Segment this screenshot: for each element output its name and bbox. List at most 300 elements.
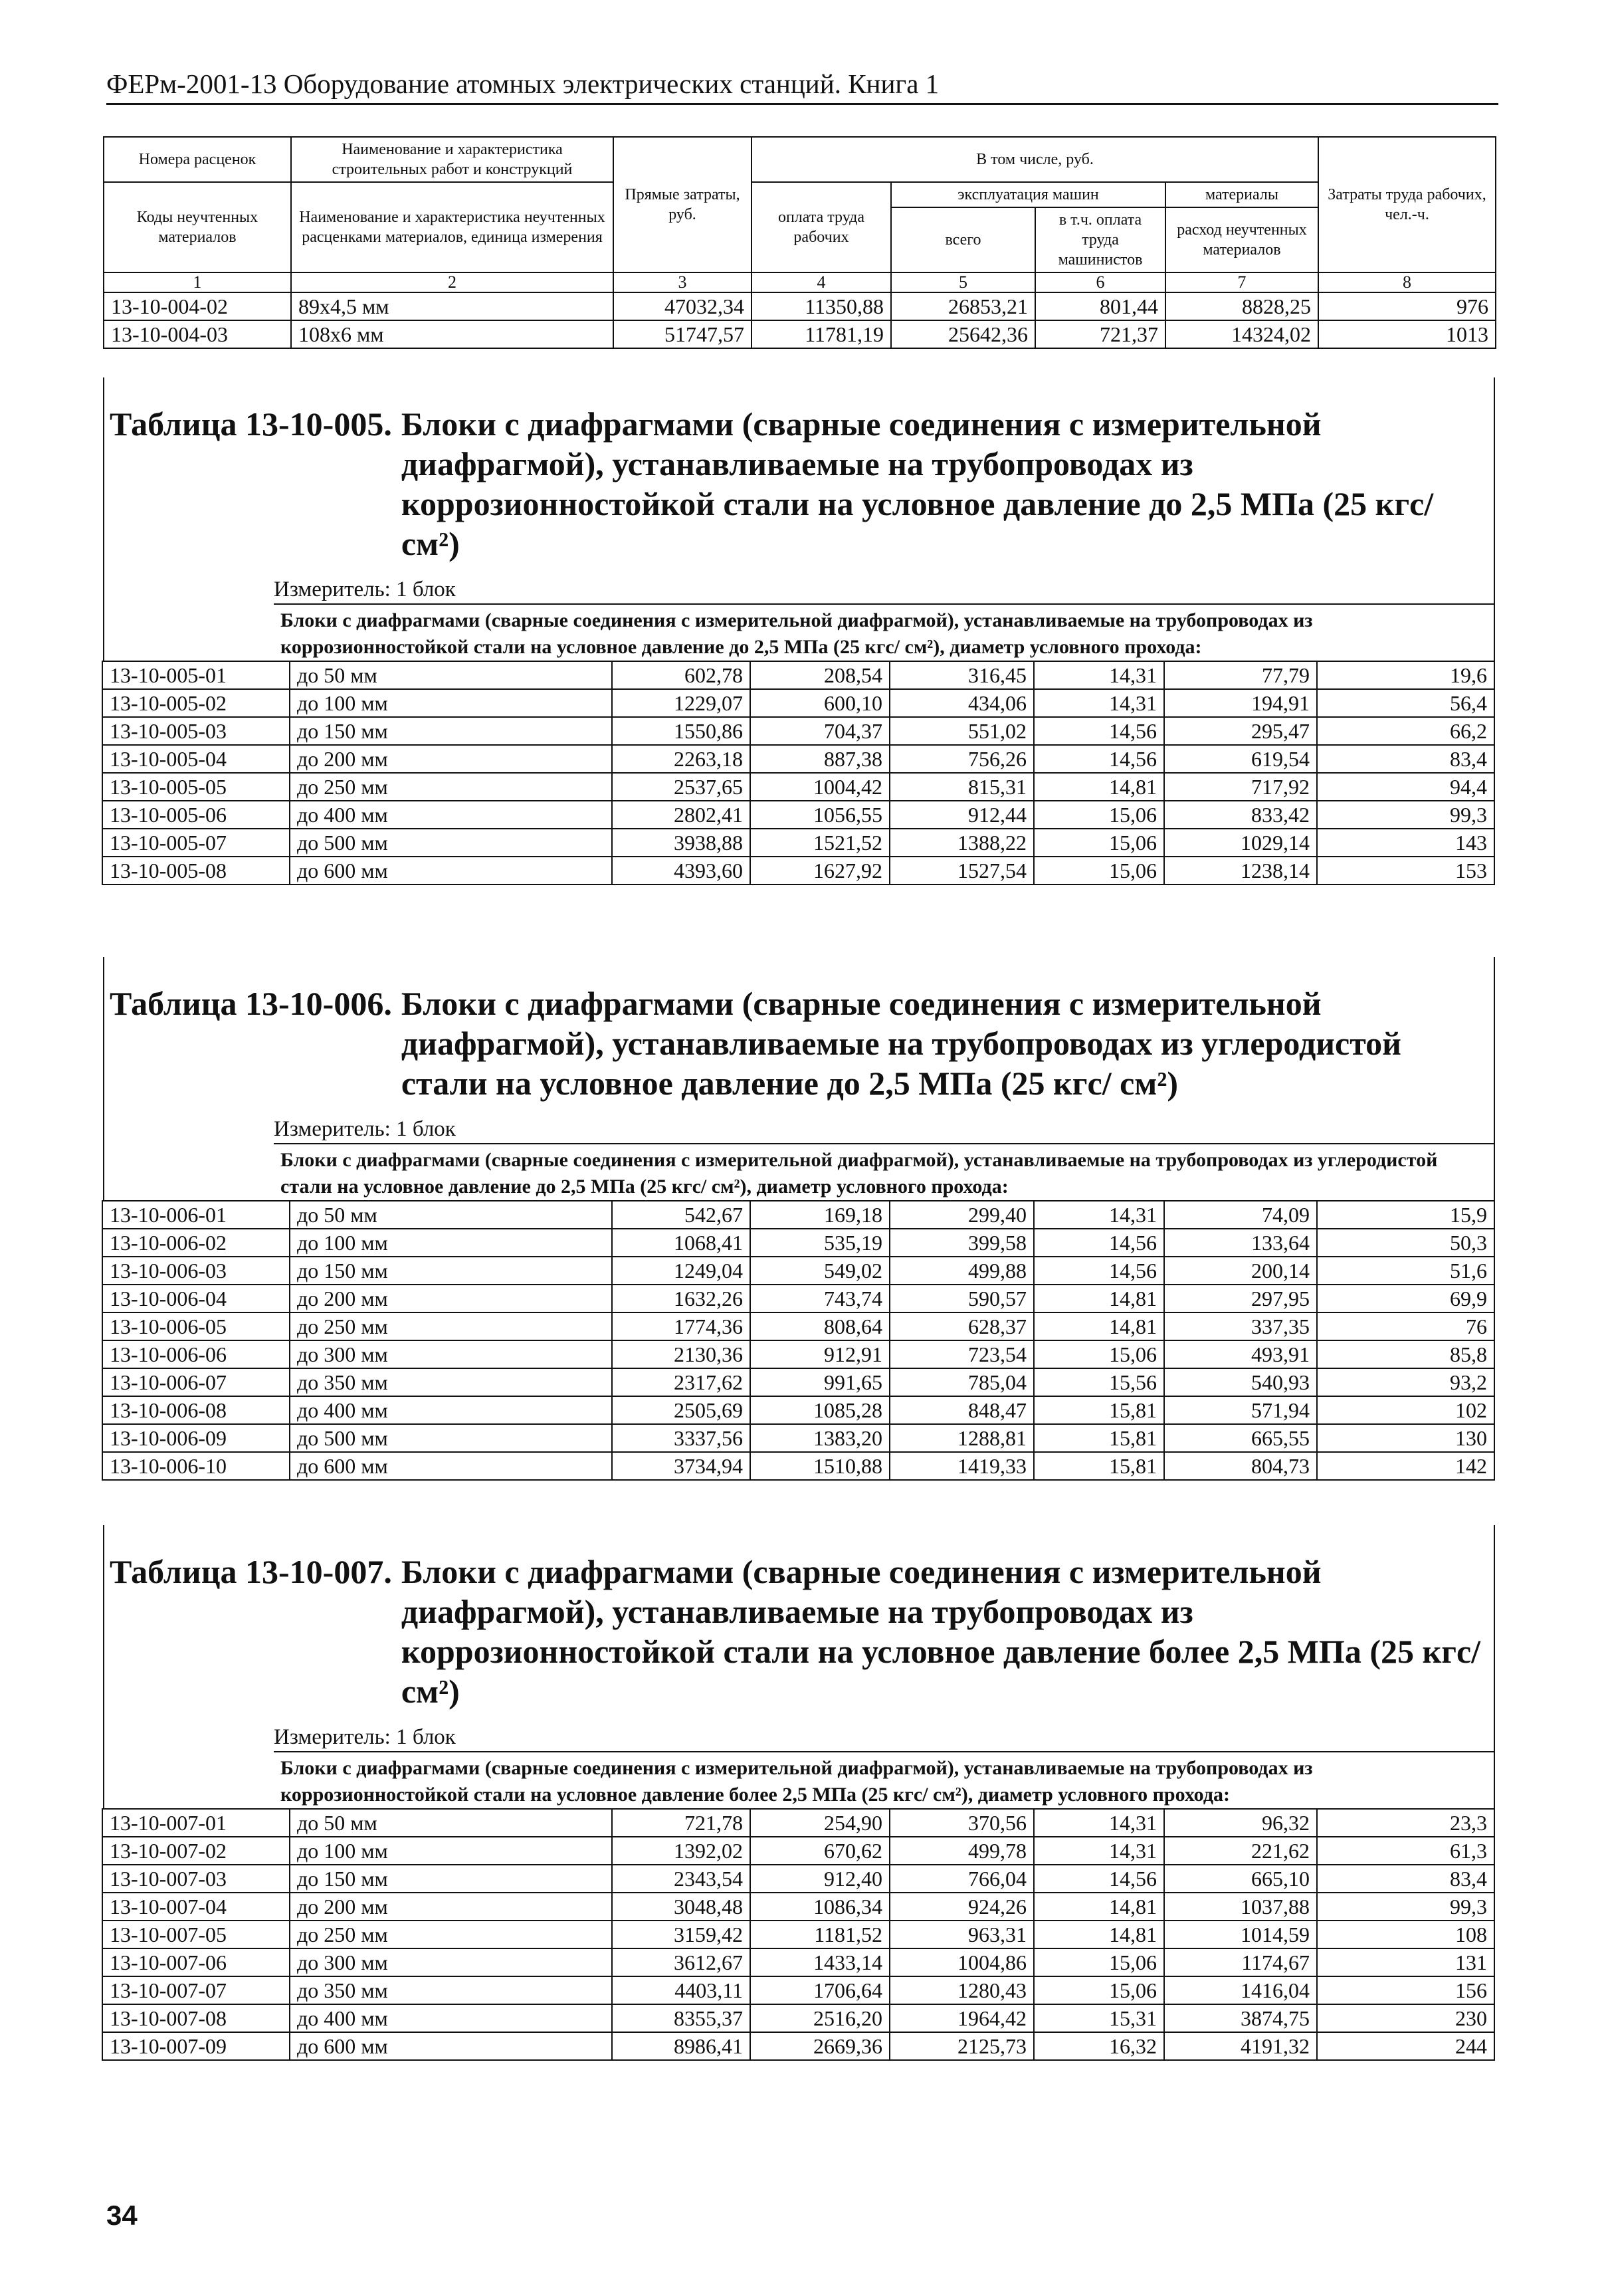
wages: 2516,20 — [750, 2004, 890, 2032]
machinist-wages: 14,81 — [1034, 1285, 1164, 1312]
rate-code: 13-10-006-04 — [102, 1285, 290, 1312]
table-row — [102, 689, 1494, 717]
machinist-wages: 801,44 — [1035, 292, 1165, 320]
machinist-wages: 14,56 — [1034, 745, 1164, 773]
wages: 11350,88 — [752, 292, 891, 320]
labor: 156 — [1317, 1976, 1494, 2004]
materials: 619,54 — [1164, 745, 1317, 773]
machinist-wages: 15,81 — [1034, 1424, 1164, 1452]
work-name: до 300 мм — [290, 1948, 612, 1976]
wages: 208,54 — [750, 661, 890, 689]
labor: 153 — [1317, 857, 1494, 885]
machinist-wages: 14,31 — [1034, 1809, 1164, 1837]
rate-code: 13-10-005-03 — [102, 717, 290, 745]
table-title — [104, 1552, 1494, 1711]
rate-code: 13-10-007-05 — [102, 1921, 290, 1948]
rate-code: 13-10-005-07 — [102, 829, 290, 857]
section-frame — [103, 1525, 1495, 1808]
machines-total: 1288,81 — [890, 1424, 1034, 1452]
machines-total: 370,56 — [890, 1809, 1034, 1837]
machines-total: 766,04 — [890, 1865, 1034, 1893]
rates-tbody — [102, 661, 1494, 885]
rate-code: 13-10-005-06 — [102, 801, 290, 829]
direct-costs: 47032,34 — [613, 292, 752, 320]
machinist-wages: 15,06 — [1034, 829, 1164, 857]
machines-total: 316,45 — [890, 661, 1034, 689]
table-row — [102, 1340, 1494, 1368]
labor: 99,3 — [1317, 801, 1494, 829]
machinist-wages: 15,06 — [1034, 1948, 1164, 1976]
labor: 85,8 — [1317, 1340, 1494, 1368]
machinist-wages: 14,56 — [1034, 1229, 1164, 1257]
materials: 3874,75 — [1164, 2004, 1317, 2032]
rate-code: 13-10-007-09 — [102, 2032, 290, 2060]
header-cell-labor: Затраты труда рабочих, чел.-ч. — [1318, 137, 1496, 272]
direct-costs: 721,78 — [612, 1809, 750, 1837]
rates-table — [102, 661, 1495, 885]
wages: 991,65 — [750, 1368, 890, 1396]
labor: 23,3 — [1317, 1809, 1494, 1837]
table-title — [104, 984, 1494, 1103]
work-name: до 250 мм — [290, 1921, 612, 1948]
section-table-13-10-005 — [103, 377, 1495, 885]
rate-code: 13-10-005-02 — [102, 689, 290, 717]
work-name: до 600 мм — [290, 857, 612, 885]
table-title-text: Блоки с диафрагмами (сварные соединения с измерительной диафрагмой), устанавливаемые на трубопроводах из углеродистой стали на условное давление до 2,5 МПа (25 кгс/ см²) — [401, 985, 1401, 1102]
machines-total: 1419,33 — [890, 1452, 1034, 1480]
work-name: до 100 мм — [290, 1837, 612, 1865]
materials: 493,91 — [1164, 1340, 1317, 1368]
materials: 540,93 — [1164, 1368, 1317, 1396]
labor: 230 — [1317, 2004, 1494, 2032]
work-name: до 600 мм — [290, 2032, 612, 2060]
table-row — [102, 801, 1494, 829]
direct-costs: 3938,88 — [612, 829, 750, 857]
work-name: до 200 мм — [290, 745, 612, 773]
materials: 295,47 — [1164, 717, 1317, 745]
table-row — [102, 2032, 1494, 2060]
wages: 1521,52 — [750, 829, 890, 857]
rate-code: 13-10-007-06 — [102, 1948, 290, 1976]
materials: 14324,02 — [1165, 320, 1318, 348]
machinist-wages: 14,31 — [1034, 1201, 1164, 1229]
work-name: до 200 мм — [290, 1893, 612, 1921]
table-row — [102, 1893, 1494, 1921]
work-name: до 200 мм — [290, 1285, 612, 1312]
page-number: 34 — [106, 2200, 138, 2231]
labor: 93,2 — [1317, 1368, 1494, 1396]
work-name: до 150 мм — [290, 717, 612, 745]
direct-costs: 1392,02 — [612, 1837, 750, 1865]
direct-costs: 3048,48 — [612, 1893, 750, 1921]
header-cell-direct-costs: Прямые затраты, руб. — [613, 137, 752, 272]
machines-total: 434,06 — [890, 689, 1034, 717]
wages: 535,19 — [750, 1229, 890, 1257]
machines-total: 963,31 — [890, 1921, 1034, 1948]
machinist-wages: 14,56 — [1034, 717, 1164, 745]
table-number: Таблица 13-10-005. — [110, 405, 392, 443]
machinist-wages: 15,81 — [1034, 1396, 1164, 1424]
work-name: до 250 мм — [290, 773, 612, 801]
group-caption: Блоки с диафрагмами (сварные соединения с измерительной диафрагмой), устанавливаемые на трубопроводах из коррозионностойкой стали на условное давление более 2,5 МПа (25 кгс/ см²), диаметр условного прохода: — [274, 1751, 1494, 1808]
machines-total: 499,88 — [890, 1257, 1034, 1285]
section-frame — [103, 377, 1495, 661]
machines-total: 551,02 — [890, 717, 1034, 745]
machines-total: 756,26 — [890, 745, 1034, 773]
column-number: 6 — [1035, 272, 1165, 292]
rate-code: 13-10-005-08 — [102, 857, 290, 885]
table-row — [102, 1452, 1494, 1480]
machines-total: 299,40 — [890, 1201, 1034, 1229]
machines-total: 25642,36 — [891, 320, 1035, 348]
wages: 670,62 — [750, 1837, 890, 1865]
materials: 1037,88 — [1164, 1893, 1317, 1921]
rate-code: 13-10-005-05 — [102, 773, 290, 801]
machines-total: 1964,42 — [890, 2004, 1034, 2032]
wages: 549,02 — [750, 1257, 890, 1285]
header-cell-machines: эксплуатация машин — [891, 182, 1165, 207]
rate-code: 13-10-007-04 — [102, 1893, 290, 1921]
machines-total: 1280,43 — [890, 1976, 1034, 2004]
rate-code: 13-10-007-03 — [102, 1865, 290, 1893]
machines-total: 26853,21 — [891, 292, 1035, 320]
table-title-text: Блоки с диафрагмами (сварные соединения с измерительной диафрагмой), устанавливаемые на трубопроводах из коррозионностойкой стали на условное давление до 2,5 МПа (25 кгс/ см²) — [401, 405, 1434, 562]
machines-total: 499,78 — [890, 1837, 1034, 1865]
column-number: 8 — [1318, 272, 1496, 292]
labor: 94,4 — [1317, 773, 1494, 801]
rate-code: 13-10-007-02 — [102, 1837, 290, 1865]
header-cell-number: Номера расценок — [104, 137, 291, 182]
labor: 61,3 — [1317, 1837, 1494, 1865]
header-cell-including: В том числе, руб. — [752, 137, 1318, 182]
direct-costs: 2343,54 — [612, 1865, 750, 1893]
header-cell-material-use: расход неучтенных материалов — [1165, 207, 1318, 272]
machinist-wages: 15,31 — [1034, 2004, 1164, 2032]
table-row — [102, 1229, 1494, 1257]
labor: 102 — [1317, 1396, 1494, 1424]
rate-code: 13-10-006-10 — [102, 1452, 290, 1480]
machines-total: 628,37 — [890, 1312, 1034, 1340]
wages: 254,90 — [750, 1809, 890, 1837]
machines-total: 924,26 — [890, 1893, 1034, 1921]
table-row — [102, 1368, 1494, 1396]
machines-total: 1004,86 — [890, 1948, 1034, 1976]
section-frame — [103, 957, 1495, 1200]
column-number: 2 — [291, 272, 613, 292]
table-row — [102, 1201, 1494, 1229]
materials: 77,79 — [1164, 661, 1317, 689]
work-name: до 350 мм — [290, 1368, 612, 1396]
wages: 1181,52 — [750, 1921, 890, 1948]
machines-total: 723,54 — [890, 1340, 1034, 1368]
materials: 96,32 — [1164, 1809, 1317, 1837]
machinist-wages: 15,06 — [1034, 1340, 1164, 1368]
column-header-table — [103, 136, 1496, 349]
direct-costs: 4393,60 — [612, 857, 750, 885]
machinist-wages: 721,37 — [1035, 320, 1165, 348]
rate-code: 13-10-007-07 — [102, 1976, 290, 2004]
table-title-text: Блоки с диафрагмами (сварные соединения с измерительной диафрагмой), устанавливаемые на трубопроводах из коррозионностойкой стали на условное давление более 2,5 МПа (25 кгс/ см²) — [401, 1553, 1481, 1710]
table-row — [102, 1976, 1494, 2004]
rates-table — [102, 1808, 1495, 2061]
rates-tbody — [102, 1809, 1494, 2060]
work-name: до 400 мм — [290, 801, 612, 829]
direct-costs: 1632,26 — [612, 1285, 750, 1312]
materials: 4191,32 — [1164, 2032, 1317, 2060]
wages: 1004,42 — [750, 773, 890, 801]
wages: 600,10 — [750, 689, 890, 717]
materials: 804,73 — [1164, 1452, 1317, 1480]
machinist-wages: 14,81 — [1034, 773, 1164, 801]
labor: 76 — [1317, 1312, 1494, 1340]
wages: 1086,34 — [750, 1893, 890, 1921]
work-name: до 50 мм — [290, 1809, 612, 1837]
machinist-wages: 14,81 — [1034, 1312, 1164, 1340]
materials: 571,94 — [1164, 1396, 1317, 1424]
direct-costs: 2537,65 — [612, 773, 750, 801]
table-row — [102, 1257, 1494, 1285]
table-row — [102, 1312, 1494, 1340]
machines-total: 1527,54 — [890, 857, 1034, 885]
labor: 108 — [1317, 1921, 1494, 1948]
work-name: до 150 мм — [290, 1865, 612, 1893]
table-row — [102, 1865, 1494, 1893]
direct-costs: 2130,36 — [612, 1340, 750, 1368]
work-name: 89х4,5 мм — [291, 292, 613, 320]
direct-costs: 4403,11 — [612, 1976, 750, 2004]
machinist-wages: 15,56 — [1034, 1368, 1164, 1396]
table-row — [102, 1285, 1494, 1312]
materials: 665,55 — [1164, 1424, 1317, 1452]
work-name: до 600 мм — [290, 1452, 612, 1480]
direct-costs: 602,78 — [612, 661, 750, 689]
table-row — [102, 1424, 1494, 1452]
column-number: 3 — [613, 272, 752, 292]
work-name: до 500 мм — [290, 1424, 612, 1452]
rate-code: 13-10-004-03 — [104, 320, 291, 348]
work-name: до 300 мм — [290, 1340, 612, 1368]
rate-code: 13-10-006-01 — [102, 1201, 290, 1229]
wages: 2669,36 — [750, 2032, 890, 2060]
machinist-wages: 14,31 — [1034, 689, 1164, 717]
table-row — [102, 1921, 1494, 1948]
section-table-13-10-006 — [103, 957, 1495, 1481]
direct-costs: 3159,42 — [612, 1921, 750, 1948]
rate-code: 13-10-007-08 — [102, 2004, 290, 2032]
table-row — [102, 773, 1494, 801]
machinist-wages: 14,56 — [1034, 1865, 1164, 1893]
table-row — [102, 1837, 1494, 1865]
measurement-unit: Измеритель: 1 блок — [274, 1117, 456, 1141]
header-cell-material-codes: Коды неучтенных материалов — [104, 182, 291, 272]
running-header: ФЕРм-2001-13 Оборудование атомных электрических станций. Книга 1 — [106, 66, 1498, 105]
rate-code: 13-10-006-06 — [102, 1340, 290, 1368]
labor: 83,4 — [1317, 1865, 1494, 1893]
table-row — [104, 320, 1496, 348]
work-name: до 50 мм — [290, 1201, 612, 1229]
wages: 704,37 — [750, 717, 890, 745]
materials: 717,92 — [1164, 773, 1317, 801]
rate-code: 13-10-007-01 — [102, 1809, 290, 1837]
header-cell-name: Наименование и характеристика строительных работ и конструкций — [291, 137, 613, 182]
section-table-13-10-007 — [103, 1525, 1495, 2061]
rate-code: 13-10-006-09 — [102, 1424, 290, 1452]
work-name: до 500 мм — [290, 829, 612, 857]
wages: 11781,19 — [752, 320, 891, 348]
machinist-wages: 14,31 — [1034, 1837, 1164, 1865]
labor: 131 — [1317, 1948, 1494, 1976]
work-name: до 400 мм — [290, 1396, 612, 1424]
direct-costs: 542,67 — [612, 1201, 750, 1229]
wages: 912,40 — [750, 1865, 890, 1893]
table-row — [102, 1396, 1494, 1424]
rate-code: 13-10-004-02 — [104, 292, 291, 320]
work-name: до 100 мм — [290, 1229, 612, 1257]
machinist-wages: 14,81 — [1034, 1893, 1164, 1921]
materials: 194,91 — [1164, 689, 1317, 717]
header-cell-wages: оплата труда рабочих — [752, 182, 891, 272]
direct-costs: 3612,67 — [612, 1948, 750, 1976]
machines-total: 590,57 — [890, 1285, 1034, 1312]
measurement-unit: Измеритель: 1 блок — [274, 577, 456, 601]
wages: 808,64 — [750, 1312, 890, 1340]
direct-costs: 8355,37 — [612, 2004, 750, 2032]
wages: 1056,55 — [750, 801, 890, 829]
table-row — [102, 1809, 1494, 1837]
machines-total: 848,47 — [890, 1396, 1034, 1424]
machinist-wages: 16,32 — [1034, 2032, 1164, 2060]
header-cell-machines-total: всего — [891, 207, 1035, 272]
work-name: до 50 мм — [290, 661, 612, 689]
header-cell-materials: материалы — [1165, 182, 1318, 207]
materials: 200,14 — [1164, 1257, 1317, 1285]
rate-code: 13-10-006-03 — [102, 1257, 290, 1285]
direct-costs: 2505,69 — [612, 1396, 750, 1424]
materials: 1238,14 — [1164, 857, 1317, 885]
materials: 665,10 — [1164, 1865, 1317, 1893]
wages: 743,74 — [750, 1285, 890, 1312]
wages: 1706,64 — [750, 1976, 890, 2004]
labor: 1013 — [1318, 320, 1496, 348]
machines-total: 399,58 — [890, 1229, 1034, 1257]
wages: 1383,20 — [750, 1424, 890, 1452]
labor: 51,6 — [1317, 1257, 1494, 1285]
machines-total: 1388,22 — [890, 829, 1034, 857]
table-row — [104, 292, 1496, 320]
machines-total: 815,31 — [890, 773, 1034, 801]
materials: 833,42 — [1164, 801, 1317, 829]
work-name: до 100 мм — [290, 689, 612, 717]
rates-table — [102, 1200, 1495, 1481]
wages: 169,18 — [750, 1201, 890, 1229]
work-name: до 150 мм — [290, 1257, 612, 1285]
materials: 8828,25 — [1165, 292, 1318, 320]
machinist-wages: 15,06 — [1034, 857, 1164, 885]
direct-costs: 1249,04 — [612, 1257, 750, 1285]
column-number: 7 — [1165, 272, 1318, 292]
machinist-wages: 15,06 — [1034, 1976, 1164, 2004]
header-cell-material-name: Наименование и характеристика неучтенных расценками материалов, единица измерения — [291, 182, 613, 272]
materials: 221,62 — [1164, 1837, 1317, 1865]
materials: 1416,04 — [1164, 1976, 1317, 2004]
header-cell-machinist-wages: в т.ч. оплата труда машинистов — [1035, 207, 1165, 272]
labor: 69,9 — [1317, 1285, 1494, 1312]
column-number: 5 — [891, 272, 1035, 292]
table-row — [102, 2004, 1494, 2032]
machines-total: 912,44 — [890, 801, 1034, 829]
machines-total: 2125,73 — [890, 2032, 1034, 2060]
labor: 66,2 — [1317, 717, 1494, 745]
machinist-wages: 14,81 — [1034, 1921, 1164, 1948]
table-row — [102, 857, 1494, 885]
table-row — [102, 745, 1494, 773]
rate-code: 13-10-005-04 — [102, 745, 290, 773]
rate-code: 13-10-006-02 — [102, 1229, 290, 1257]
rate-code: 13-10-006-08 — [102, 1396, 290, 1424]
column-number: 1 — [104, 272, 291, 292]
wages: 1085,28 — [750, 1396, 890, 1424]
table-row — [102, 661, 1494, 689]
work-name: до 250 мм — [290, 1312, 612, 1340]
machinist-wages: 14,56 — [1034, 1257, 1164, 1285]
labor: 143 — [1317, 829, 1494, 857]
machinist-wages: 15,06 — [1034, 801, 1164, 829]
wages: 1510,88 — [750, 1452, 890, 1480]
labor: 50,3 — [1317, 1229, 1494, 1257]
labor: 142 — [1317, 1452, 1494, 1480]
labor: 130 — [1317, 1424, 1494, 1452]
wages: 912,91 — [750, 1340, 890, 1368]
materials: 297,95 — [1164, 1285, 1317, 1312]
labor: 976 — [1318, 292, 1496, 320]
group-caption: Блоки с диафрагмами (сварные соединения с измерительной диафрагмой), устанавливаемые на трубопроводах из коррозионностойкой стали на условное давление до 2,5 МПа (25 кгс/ см²), диаметр условного прохода: — [274, 603, 1494, 661]
direct-costs: 1068,41 — [612, 1229, 750, 1257]
materials: 1029,14 — [1164, 829, 1317, 857]
table-title — [104, 404, 1494, 564]
column-number: 4 — [752, 272, 891, 292]
labor: 56,4 — [1317, 689, 1494, 717]
materials: 1174,67 — [1164, 1948, 1317, 1976]
machinist-wages: 15,81 — [1034, 1452, 1164, 1480]
rate-code: 13-10-006-07 — [102, 1368, 290, 1396]
labor: 244 — [1317, 2032, 1494, 2060]
labor: 19,6 — [1317, 661, 1494, 689]
labor: 83,4 — [1317, 745, 1494, 773]
measurement-unit: Измеритель: 1 блок — [274, 1725, 456, 1749]
labor: 15,9 — [1317, 1201, 1494, 1229]
table-number: Таблица 13-10-006. — [110, 985, 392, 1022]
table-row — [102, 1948, 1494, 1976]
direct-costs: 2317,62 — [612, 1368, 750, 1396]
direct-costs: 51747,57 — [613, 320, 752, 348]
table-row — [102, 717, 1494, 745]
table-number: Таблица 13-10-007. — [110, 1553, 392, 1590]
direct-costs: 8986,41 — [612, 2032, 750, 2060]
work-name: 108х6 мм — [291, 320, 613, 348]
direct-costs: 2802,41 — [612, 801, 750, 829]
wages: 1627,92 — [750, 857, 890, 885]
rate-code: 13-10-006-05 — [102, 1312, 290, 1340]
direct-costs: 2263,18 — [612, 745, 750, 773]
table-row — [102, 829, 1494, 857]
wages: 887,38 — [750, 745, 890, 773]
work-name: до 400 мм — [290, 2004, 612, 2032]
materials: 133,64 — [1164, 1229, 1317, 1257]
machines-total: 785,04 — [890, 1368, 1034, 1396]
labor: 99,3 — [1317, 1893, 1494, 1921]
direct-costs: 1774,36 — [612, 1312, 750, 1340]
work-name: до 350 мм — [290, 1976, 612, 2004]
